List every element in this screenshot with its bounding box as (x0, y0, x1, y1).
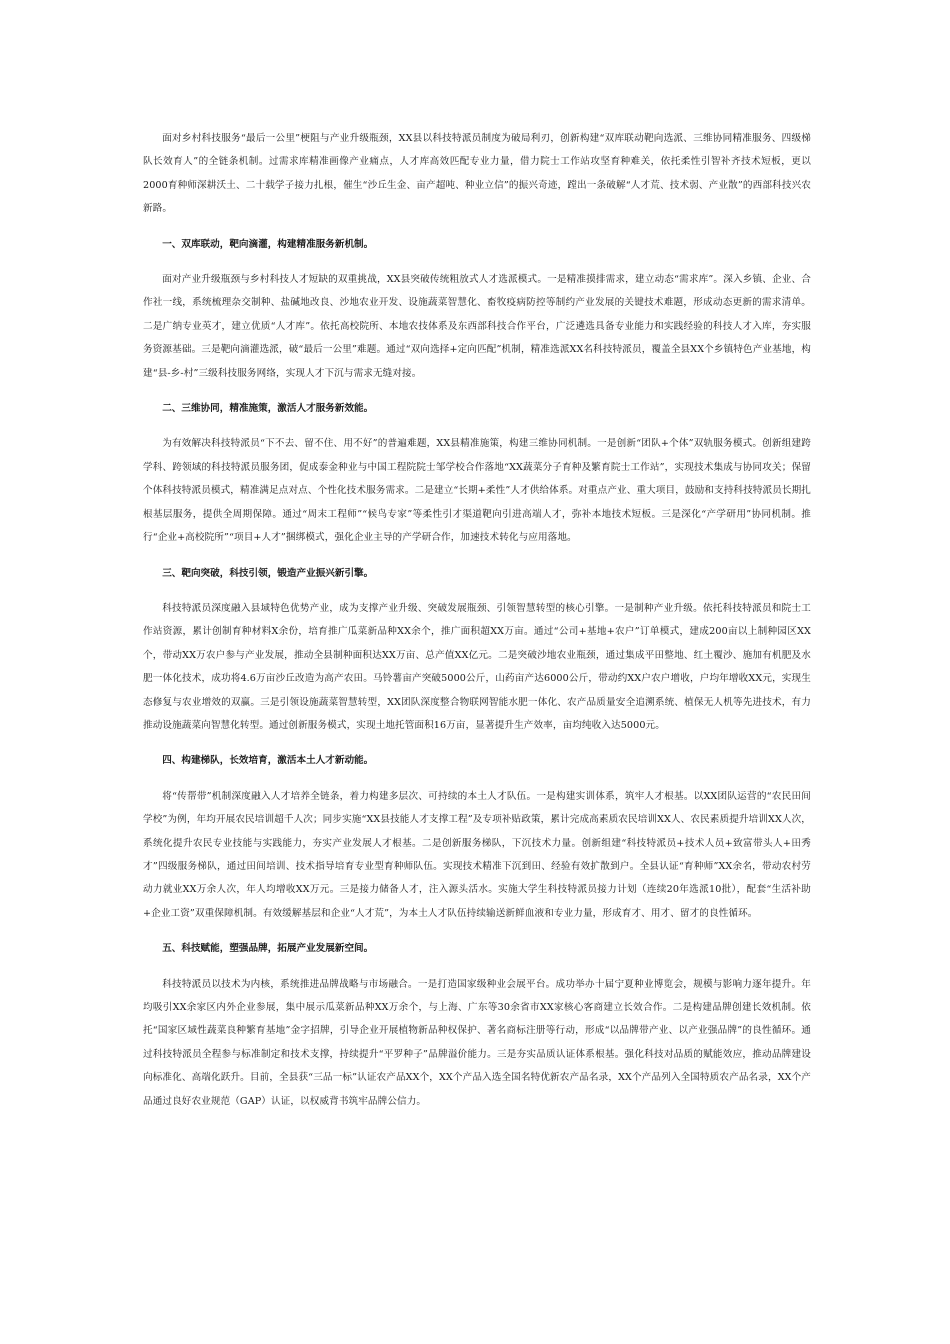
spacer (143, 925, 811, 937)
spacer (143, 420, 811, 432)
intro-paragraph: 面对乡村科技服务“最后一公里”梗阻与产业升级瓶颈，XX县以科技特派员制度为破局利刃，创新构建“双库联动靶向选派、三维协同精准服务、四级梯队长效育人”的全链条机制。过需求库精准画像产业痛点，人才库高效匹配专业力量，借力院士工作站攻坚育种难关，依托柔性引智补齐技术短板，更以2000育种师深耕沃土、二十载学子接力扎根，催生“沙丘生金、亩产超吨、种业立信”的振兴奇迹，蹚出一条破解“人才荒、技术弱、产业散”的西部科技兴农新路。 (143, 133, 811, 215)
section-5-body: 科技特派员以技术为内核，系统推进品牌战略与市场融合。一是打造国家级种业会展平台。成功举办十届宁夏种业博览会，规模与影响力逐年提升。年均吸引XX余家区内外企业参展，集中展示瓜菜新品种XX万余个，与上海、广东等30余省市XX家核心客商建立长效合作。二是构建品牌创建长效机制。依托“国家区域性蔬菜良种繁育基地”金字招牌，引导企业开展植物新品种权保护、著名商标注册等行动，形成“以品牌带产业、以产业强品牌”的良性循环。通过科技特派员全程参与标准制定和技术支撑，持续提升“平罗种子”品牌溢价能力。三是夯实品质认证体系根基。强化科技对品质的赋能效应，推动品牌建设向标准化、高端化跃升。目前，全县获“三品一标”认证农产品XX个，XX个产品入选全国名特优新农产品名录，XX个产品列入全国特质农产品名录，XX个产品通过良好农业规范（GAP）认证，以权威背书筑牢品牌公信力。 (143, 978, 811, 1107)
spacer (143, 961, 811, 973)
spacer (143, 773, 811, 785)
section-1-body: 面对产业升级瓶颈与乡村科技人才短缺的双重挑战，XX县突破传统粗放式人才选派模式。一是精准摸排需求，建立动态“需求库”。深入乡镇、企业、合作社一线，系统梳理杂交制种、盐碱地改良、沙地农业开发、设施蔬菜智慧化、畜牧疫病防控等制约产业发展的关键技术难题，形成动态更新的需求清单。二是广纳专业英才，建立优质“人才库”。依托高校院所、本地农技体系及东西部科技合作平台，广泛遴选具备专业能力和实践经验的科技人才入库，夯实服务资源基础。三是靶向滴灌选派，破“最后一公里”难题。通过“双向选择+定向匹配”机制，精准选派XX名科技特派员，覆盖全县XX个乡镇特色产业基地，构建“县-乡-村”三级科技服务网络，实现人才下沉与需求无缝对接。 (143, 274, 811, 379)
document-page (143, 127, 811, 1113)
spacer (143, 256, 811, 268)
section-2-heading: 二、三维协同，精准施策，激活人才服务新效能。 (162, 403, 374, 415)
spacer (143, 385, 811, 397)
spacer (143, 737, 811, 749)
section-3-body: 科技特派员深度融入县域特色优势产业，成为支撑产业升级、突破发展瓶颈、引领智慧转型的核心引擎。一是制种产业升级。依托科技特派员和院士工作站资源，累计创制育种材料X余份，培育推广瓜菜新品种XX余个，推广面积超XX万亩。通过“公司+基地+农户”订单模式，建成200亩以上制种园区XX个，带动XX万农户参与产业发展，推动全县制种面积达XX万亩、总产值XX亿元。二是突破沙地农业瓶颈，通过集成平田整地、红土覆沙、施加有机肥及水肥一体化技术，成功将4.6万亩沙丘改造为高产农田。马铃薯亩产突破5000公斤，山药亩产达6000公斤，带动约XX户农户增收，户均年增收XX元，实现生态修复与农业增效的双赢。三是引领设施蔬菜智慧转型，XX团队深度整合物联网智能水肥一体化、农产品质量安全追溯系统、植保无人机等先进技术，有力推动设施蔬菜向智慧化转型。通过创新服务模式，实现土地托管面积16万亩，显著提升生产效率，亩均纯收入达5000元。 (143, 602, 811, 731)
spacer (143, 550, 811, 562)
spacer (143, 221, 811, 233)
section-5-heading: 五、科技赋能，塑强品牌，拓展产业发展新空间。 (162, 943, 374, 955)
spacer (143, 585, 811, 597)
section-3-heading: 三、靶向突破，科技引领，锻造产业振兴新引擎。 (162, 567, 374, 579)
section-1-heading: 一、双库联动，靶向滴灌，构建精准服务新机制。 (162, 238, 374, 250)
section-4-body: 将“传帮带”机制深度融入人才培养全链条，着力构建多层次、可持续的本土人才队伍。一是构建实训体系，筑牢人才根基。以XX团队运营的“农民田间学校”为例，年均开展农民培训超千人次；同步实施“XX县技能人才支撑工程”及专项补贴政策，累计完成高素质农民培训XX人、农民素质提升培训XX人次，系统化提升农民专业技能与实践能力，夯实产业发展人才根基。二是创新服务梯队，下沉技术力量。创新组建“科技特派员+技术人员+致富带头人+田秀才”四级服务梯队，通过田间培训、技术指导培育专业型育种师队伍。实现技术精准下沉到田、经验有效扩散到户。全县认证“育种师”XX余名，带动农村劳动力就业XX万余人次，年人均增收XX万元。三是接力储备人才，注入源头活水。实施大学生科技特派员接力计划（连续20年选派10批），配套“生活补助+企业工资”双重保障机制。有效缓解基层和企业“人才荒”，为本土人才队伍持续输送新鲜血液和专业力量，形成育才、用才、留才的良性循环。 (143, 790, 811, 919)
section-2-body: 为有效解决科技特派员“下不去、留不住、用不好”的普遍难题，XX县精准施策，构建三维协同机制。一是创新“团队+个体”双轨服务模式。创新组建跨学科、跨领域的科技特派员服务团，促成泰金种业与中国工程院院士邹学校合作落地“XX蔬菜分子育种及繁育院士工作站”，实现技术集成与协同攻关；保留个体科技特派员模式，精准满足点对点、个性化技术服务需求。二是建立“长期+柔性”人才供给体系。对重点产业、重大项目，鼓励和支持科技特派员长期扎根基层服务，提供全周期保障。通过“周末工程师”“候鸟专家”等柔性引才渠道靶向引进高端人才，弥补本地技术短板。三是深化“产学研用”协同机制。推行“企业+高校院所”“项目+人才”捆绑模式，强化企业主导的产学研合作，加速技术转化与应用落地。 (143, 438, 811, 544)
section-4-heading: 四、构建梯队，长效培育，激活本土人才新动能。 (162, 755, 374, 767)
